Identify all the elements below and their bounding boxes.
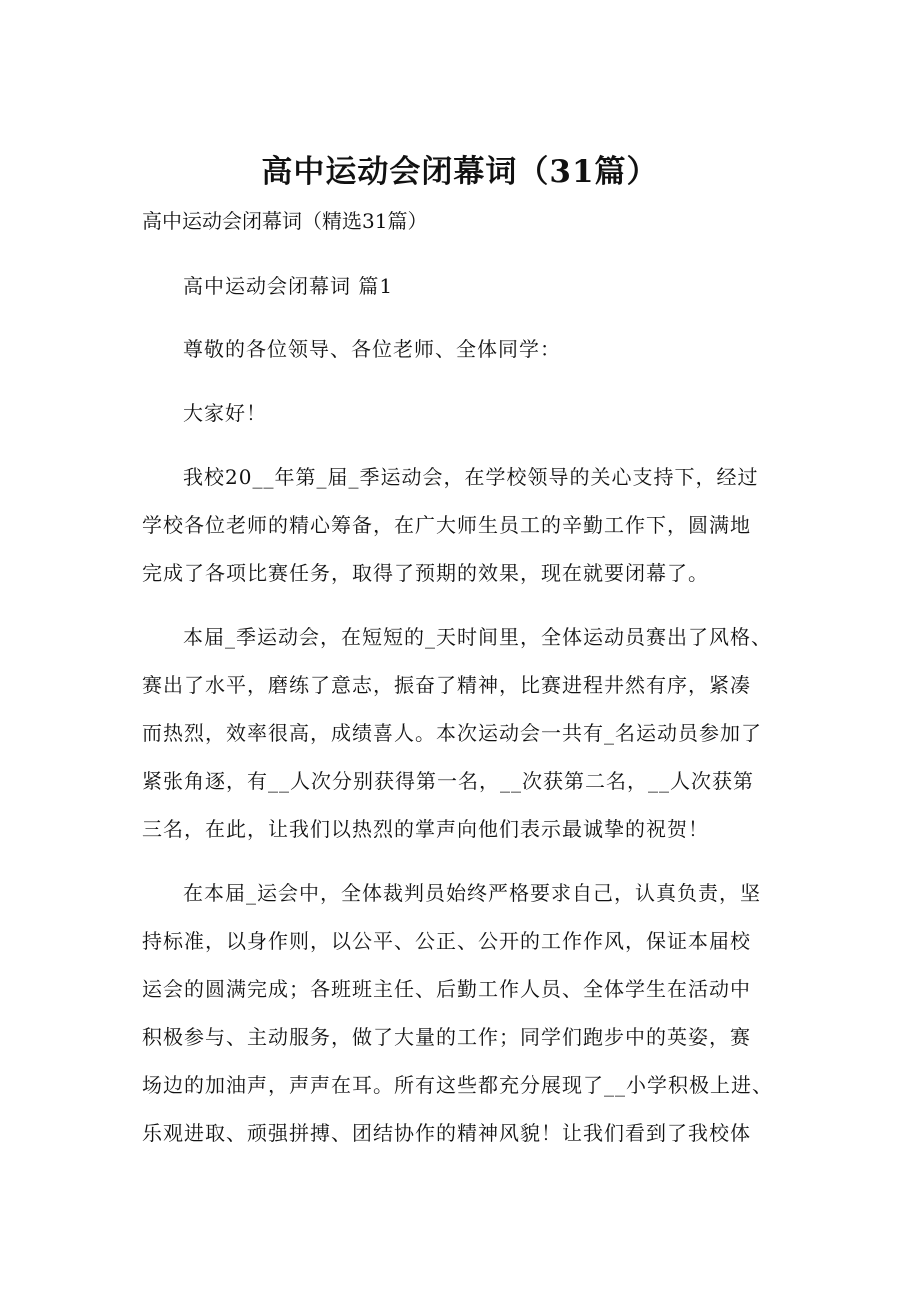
paragraph-3-line-1: 在本届_运会中，全体裁判员始终严格要求自己，认真负责，坚 [183,881,761,905]
paragraph-3-line-2: 持标准，以身作则，以公平、公正、公开的工作作风，保证本届校 [142,929,751,953]
paragraph-2-line-1: 本届_季运动会，在短短的_天时间里，全体运动员赛出了风格、 [183,625,772,649]
paragraph-1-line-3: 完成了各项比赛任务，取得了预期的效果，现在就要闭幕了。 [142,561,709,585]
paragraph-3-line-6: 乐观进取、顽强拼搏、团结协作的精神风貌！让我们看到了我校体 [142,1121,751,1145]
section-heading: 高中运动会闭幕词 篇1 [183,274,394,298]
document-subtitle: 高中运动会闭幕词（精选31篇） [142,209,428,233]
paragraph-1-line-2: 学校各位老师的精心筹备，在广大师生员工的辛勤工作下，圆满地 [142,513,751,537]
paragraph-2-line-5: 三名，在此，让我们以热烈的掌声向他们表示最诚挚的祝贺！ [142,817,709,841]
paragraph-2-line-2: 赛出了水平，磨练了意志，振奋了精神，比赛进程井然有序，紧凑 [142,673,751,697]
greeting: 大家好！ [183,401,267,425]
paragraph-3-line-3: 运会的圆满完成；各班班主任、后勤工作人员、全体学生在活动中 [142,977,751,1001]
paragraph-3-line-5: 场边的加油声，声声在耳。所有这些都充分展现了__小学积极上进、 [142,1073,773,1097]
paragraph-2-line-4: 紧张角逐，有__人次分别获得第一名，__次获第二名，__人次获第 [142,769,754,793]
document-title: 高中运动会闭幕词（31篇） [261,154,659,190]
paragraph-3-line-4: 积极参与、主动服务，做了大量的工作；同学们跑步中的英姿，赛 [142,1025,751,1049]
paragraph-1-line-1: 我校20__年第_届_季运动会，在学校领导的关心支持下，经过 [183,465,759,489]
salutation: 尊敬的各位领导、各位老师、全体同学： [183,337,561,361]
paragraph-2-line-3: 而热烈，效率很高，成绩喜人。本次运动会一共有_名运动员参加了 [142,721,762,745]
